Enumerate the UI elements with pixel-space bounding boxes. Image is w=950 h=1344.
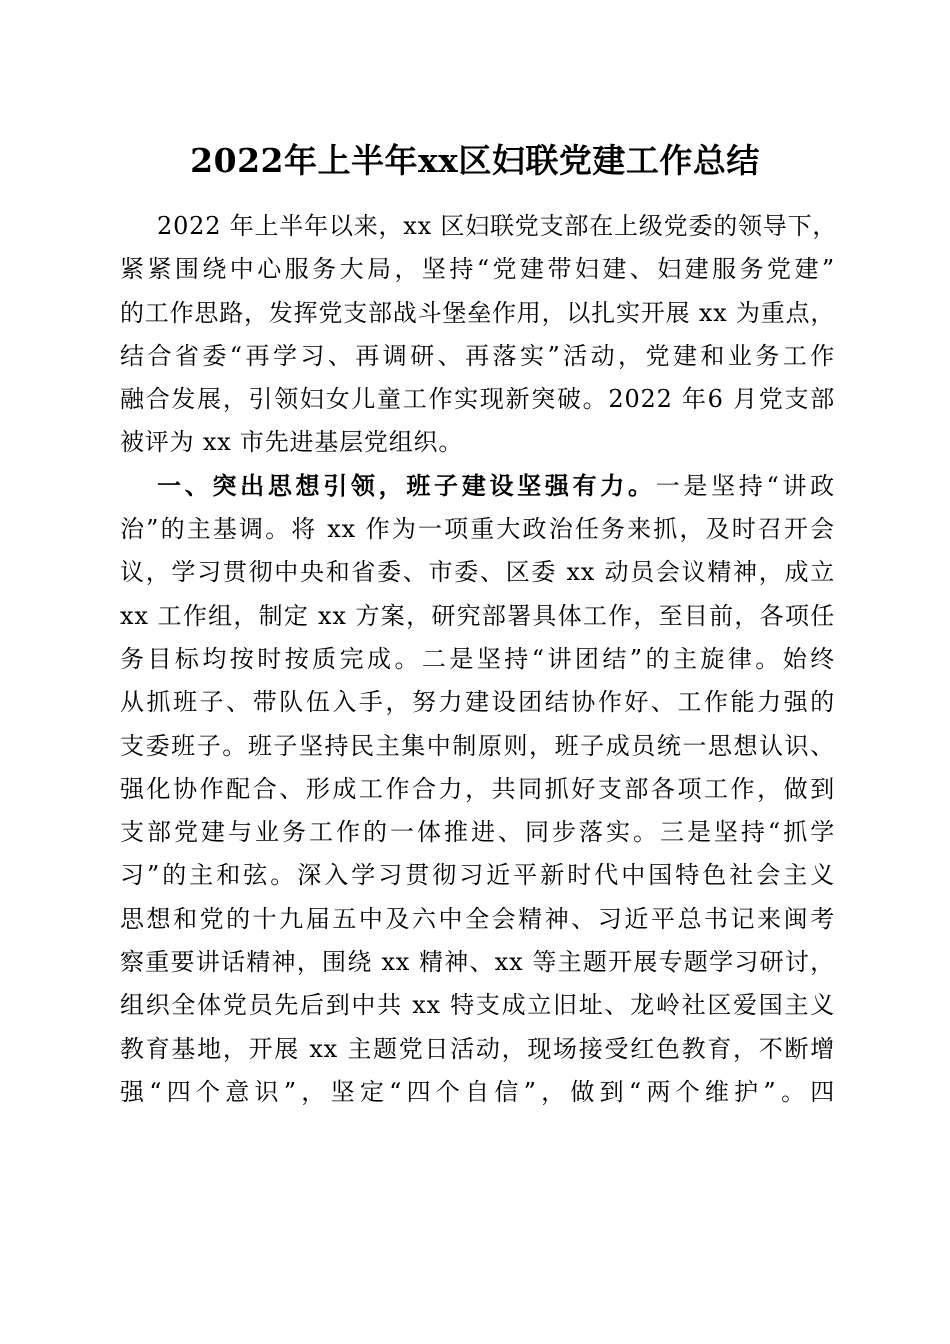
paragraph-line: 习”的主和弦。深入学习贯彻习近平新时代中国特色社会主义 bbox=[120, 861, 835, 890]
paragraph-line: 从抓班子、带队伍入手，努力建设团结协作好、工作能力强的 bbox=[120, 688, 835, 717]
document-body bbox=[120, 205, 838, 1114]
section-heading: 一、突出思想引领，班子建设坚强有力。 bbox=[157, 471, 656, 500]
paragraph-line: 组织全体党员先后到中共 xx 特支成立旧址、龙岭社区爱国主义 bbox=[120, 991, 835, 1020]
paragraph-line: 紧紧围绕中心服务大局，坚持“党建带妇建、妇建服务党建” bbox=[120, 255, 835, 284]
paragraph-line: 务目标均按时按质完成。二是坚持“讲团结”的主旋律。始终 bbox=[120, 644, 835, 673]
paragraph-line: 的工作思路，发挥党支部战斗堡垒作用，以扎实开展 xx 为重点， bbox=[120, 298, 836, 327]
paragraph-line: 被评为 xx 市先进基层党组织。 bbox=[120, 428, 464, 457]
heading-line-rest: 一是坚持“讲政 bbox=[655, 471, 835, 500]
document-title: 2022年上半年xx区妇联党建工作总结 bbox=[190, 141, 760, 180]
paragraph-line: xx 工作组，制定 xx 方案，研究部署具体工作，至目前，各项任 bbox=[120, 601, 836, 630]
paragraph-line: 教育基地，开展 xx 主题党日活动，现场接受红色教育，不断增 bbox=[120, 1034, 835, 1063]
paragraph-first-line bbox=[120, 465, 835, 508]
paragraph-line: 2022 年上半年以来，xx 区妇联党支部在上级党委的领导下， bbox=[157, 212, 838, 240]
paragraph-intro bbox=[120, 205, 838, 465]
paragraph-line: 议，学习贯彻中央和省委、市委、区委 xx 动员会议精神，成立 bbox=[120, 558, 835, 587]
paragraph-line: 融合发展，引领妇女儿童工作实现新突破。2022 年6 月党支部 bbox=[120, 385, 835, 414]
paragraph-line: 支部党建与业务工作的一体推进、同步落实。三是坚持“抓学 bbox=[120, 818, 835, 847]
paragraph-line: 支委班子。班子坚持民主集中制原则，班子成员统一思想认识、 bbox=[120, 731, 835, 760]
paragraph-line: 强化协作配合、形成工作合力，共同抓好支部各项工作，做到 bbox=[120, 774, 835, 803]
paragraph-line: 治”的主基调。将 xx 作为一项重大政治任务来抓，及时召开会 bbox=[120, 515, 835, 544]
paragraph-section-one bbox=[120, 465, 835, 1114]
paragraph-line: 察重要讲话精神，围绕 xx 精神、xx 等主题开展专题学习研讨， bbox=[120, 948, 835, 977]
paragraph-line: 结合省委“再学习、再调研、再落实”活动，党建和业务工作 bbox=[120, 341, 835, 370]
paragraph-line: 思想和党的十九届五中及六中全会精神、习近平总书记来闽考 bbox=[120, 904, 835, 933]
paragraph-line: 强“四个意识”，坚定“四个自信”，做到“两个维护”。四 bbox=[120, 1077, 835, 1106]
